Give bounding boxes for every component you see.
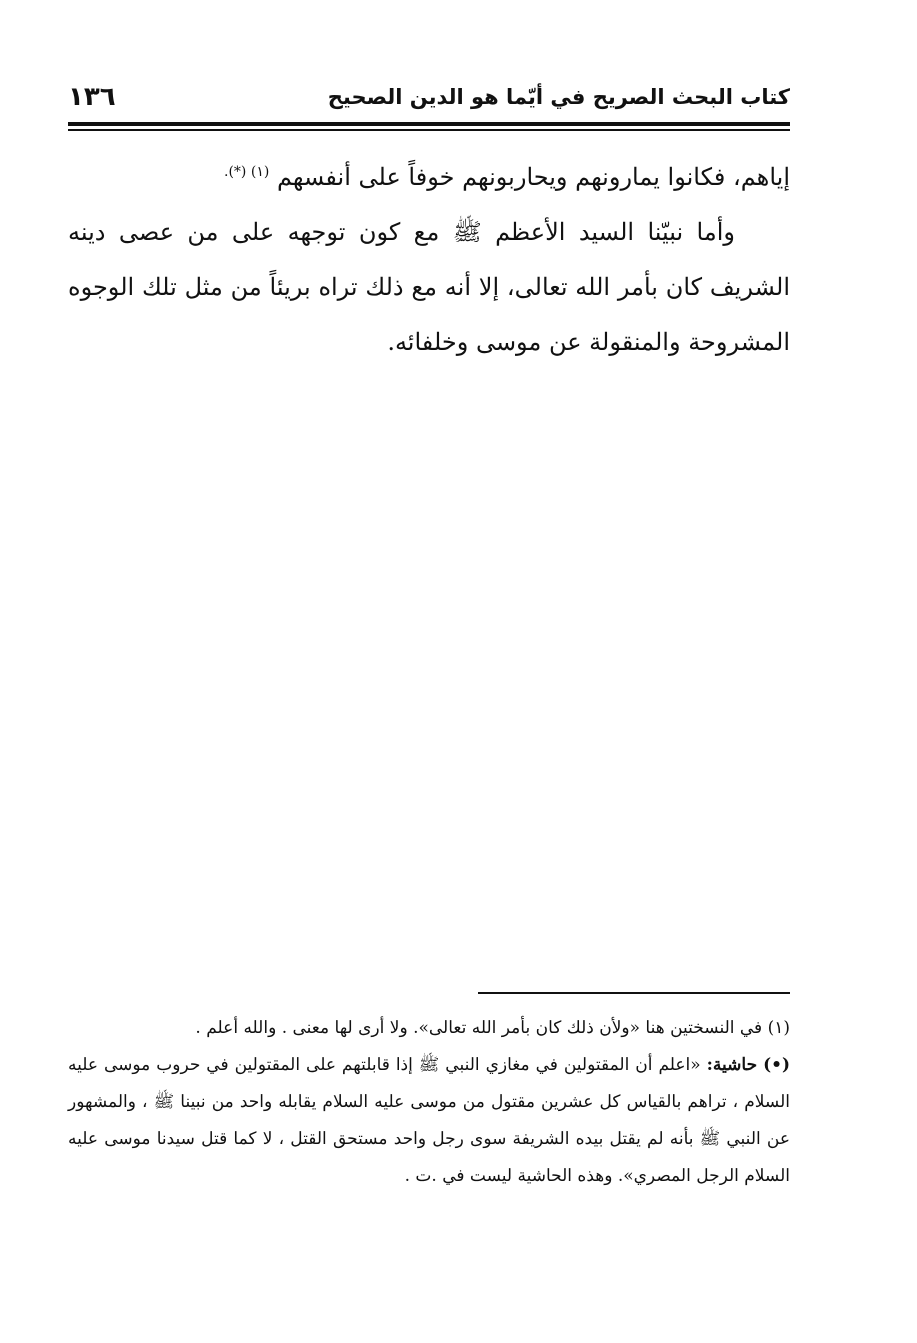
footnote-2-marker: (•) <box>763 1055 791 1075</box>
footnotes <box>68 1010 790 1195</box>
main-text <box>68 150 790 370</box>
footnote-markers: (١) (*). <box>224 164 270 180</box>
running-header <box>68 82 790 118</box>
footnote-separator <box>478 992 790 994</box>
header-rule-thick <box>68 122 790 126</box>
paragraph-1 <box>68 150 790 205</box>
page-number: ١٣٦ <box>68 82 116 112</box>
footnote-1: (١) في النسختين هنا «ولأن ذلك كان بأمر الله تعالى». ولا أرى لها معنى . والله أعلم . <box>195 1018 790 1038</box>
paragraph-1-text: إياهم، فكانوا يمارونهم ويحاربونهم خوفاً على أنفسهم <box>276 163 790 191</box>
header-rule-thin <box>68 129 790 131</box>
paragraph-2: وأما نبيّنا السيد الأعظم ﷺ مع كون توجهه على من عصى دينه الشريف كان بأمر الله تعالى، إلا أنه مع ذلك تراه بريئاً من مثل تلك الوجوه المشروحة والمنقولة عن موسى وخلفائه. <box>68 218 790 356</box>
footnote-2-text: «اعلم أن المقتولين في مغازي النبي ﷺ إذا قابلتهم على المقتولين في حروب موسى عليه السلام ، تراهم بالقياس كل عشرين مقتول من موسى عليه السلام يقابله واحد من نبينا ﷺ ، والمشهور عن النبي ﷺ بأنه لم يقتل بيده الشريفة سوى رجل واحد مستحق القتل ، لا كما قتل سيدنا موسى عليه السلام الرجل المصري». وهذه الحاشية ليست في .ت . <box>68 1055 790 1186</box>
header-book-title: كتاب البحث الصريح في أيّما هو الدين الصحيح <box>327 85 790 109</box>
footnote-2-label: حاشية: <box>706 1055 758 1075</box>
footnote-2 <box>68 1047 790 1195</box>
